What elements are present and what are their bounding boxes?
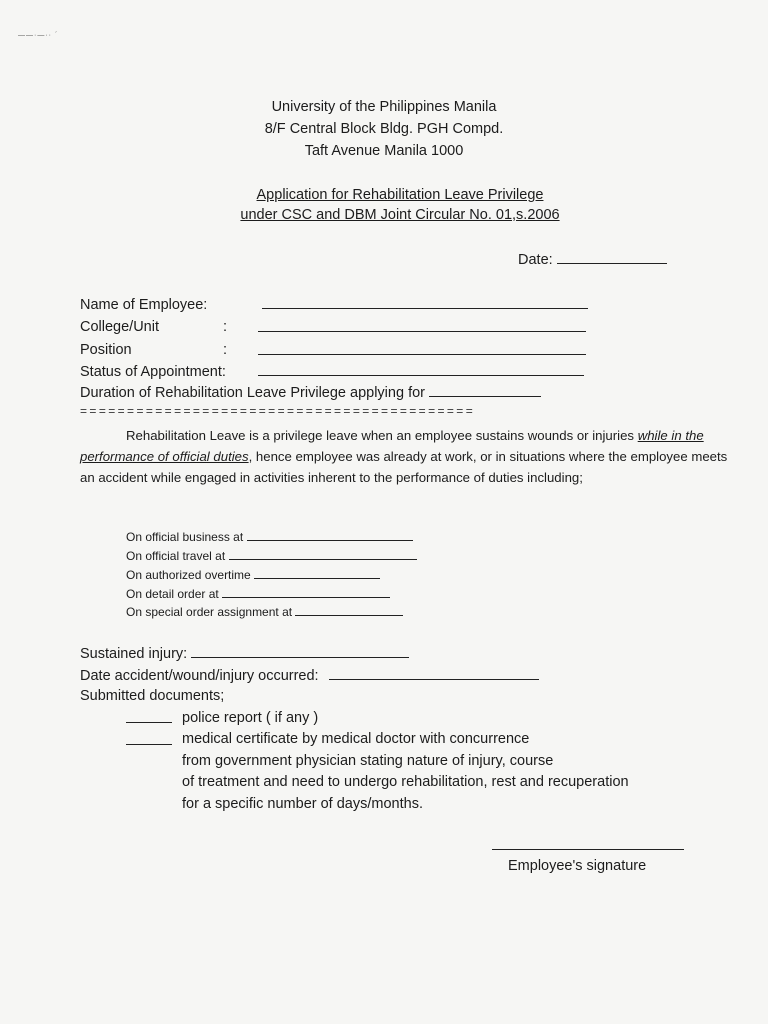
police-report-checkline[interactable] [126,710,172,723]
leave-duration-field[interactable] [80,384,541,401]
separator-line: ========================================== [80,404,476,418]
official-duties-emphasis: while in the performance of official duties [80,428,704,464]
date-occurred-blank[interactable] [329,667,539,680]
date-occurred-field[interactable] [80,667,539,684]
header-address: Taft Avenue Manila 1000 [304,143,464,159]
date-label: Date: [518,252,553,268]
position-colon: : [223,342,228,358]
header-university: University of the Philippines Manila [271,99,497,115]
employee-name-label: Name of Employee: [80,297,208,313]
rehabilitation-leave-paragraph: Rehabilitation Leave is a privilege leave when an employee sustains wounds or injuries while in the performance of official duties, hence employee was already at work, or in situations where the employee meets an accident while engaged in activities inherent to the performance of duties including; [80,428,728,485]
employee-name-blank[interactable] [262,296,588,309]
medical-certificate-line1: medical certificate by medical doctor with concurrence [182,731,530,747]
sustained-injury-field[interactable] [80,645,409,662]
appointment-status-label: Status of Appointment: [80,364,226,380]
date-field[interactable] [518,251,667,268]
date-blank[interactable] [557,251,667,264]
authorized-overtime-blank[interactable] [254,568,380,579]
authorized-overtime-item[interactable]: On authorized overtime [126,568,380,582]
special-order-blank[interactable] [295,605,403,616]
position-blank[interactable] [258,342,586,355]
official-travel-blank[interactable] [229,549,417,560]
official-travel-item[interactable]: On official travel at [126,549,417,563]
form-title-line2: under CSC and DBM Joint Circular No. 01,s.2006 [240,207,560,223]
header-building: 8/F Central Block Bldg. PGH Compd. [264,121,504,137]
college-colon: : [223,319,228,335]
special-order-item[interactable]: On special order assignment at [126,605,403,619]
appointment-status-blank[interactable] [258,363,584,376]
leave-duration-blank[interactable] [429,384,541,397]
police-report-label: police report ( if any ) [182,710,319,726]
official-business-blank[interactable] [247,530,413,541]
detail-order-item[interactable]: On detail order at [126,587,390,601]
detail-order-blank[interactable] [222,587,390,598]
signature-label: Employee's signature [508,858,647,874]
signature-line[interactable] [492,849,684,850]
college-unit-blank[interactable] [258,319,586,332]
form-title-line1: Application for Rehabilitation Leave Privilege [256,187,544,203]
scan-corner-mark: ——·—·· ´ [18,32,59,39]
medical-certificate-line3: of treatment and need to undergo rehabilitation, rest and recuperation [182,774,629,790]
position-label: Position [80,342,132,358]
sustained-injury-label: Sustained injury: [80,646,188,662]
sustained-injury-blank[interactable] [191,645,409,658]
date-occurred-label: Date accident/wound/injury occurred: [80,668,319,684]
official-business-item[interactable]: On official business at [126,530,413,544]
college-unit-label: College/Unit [80,319,159,335]
medical-certificate-line2: from government physician stating nature of injury, course [182,753,554,769]
medical-certificate-line4: for a specific number of days/months. [182,796,423,812]
medical-certificate-checkline[interactable] [126,732,172,745]
leave-duration-label: Duration of Rehabilitation Leave Privilege applying for [80,385,425,401]
submitted-documents-label: Submitted documents; [80,688,225,704]
